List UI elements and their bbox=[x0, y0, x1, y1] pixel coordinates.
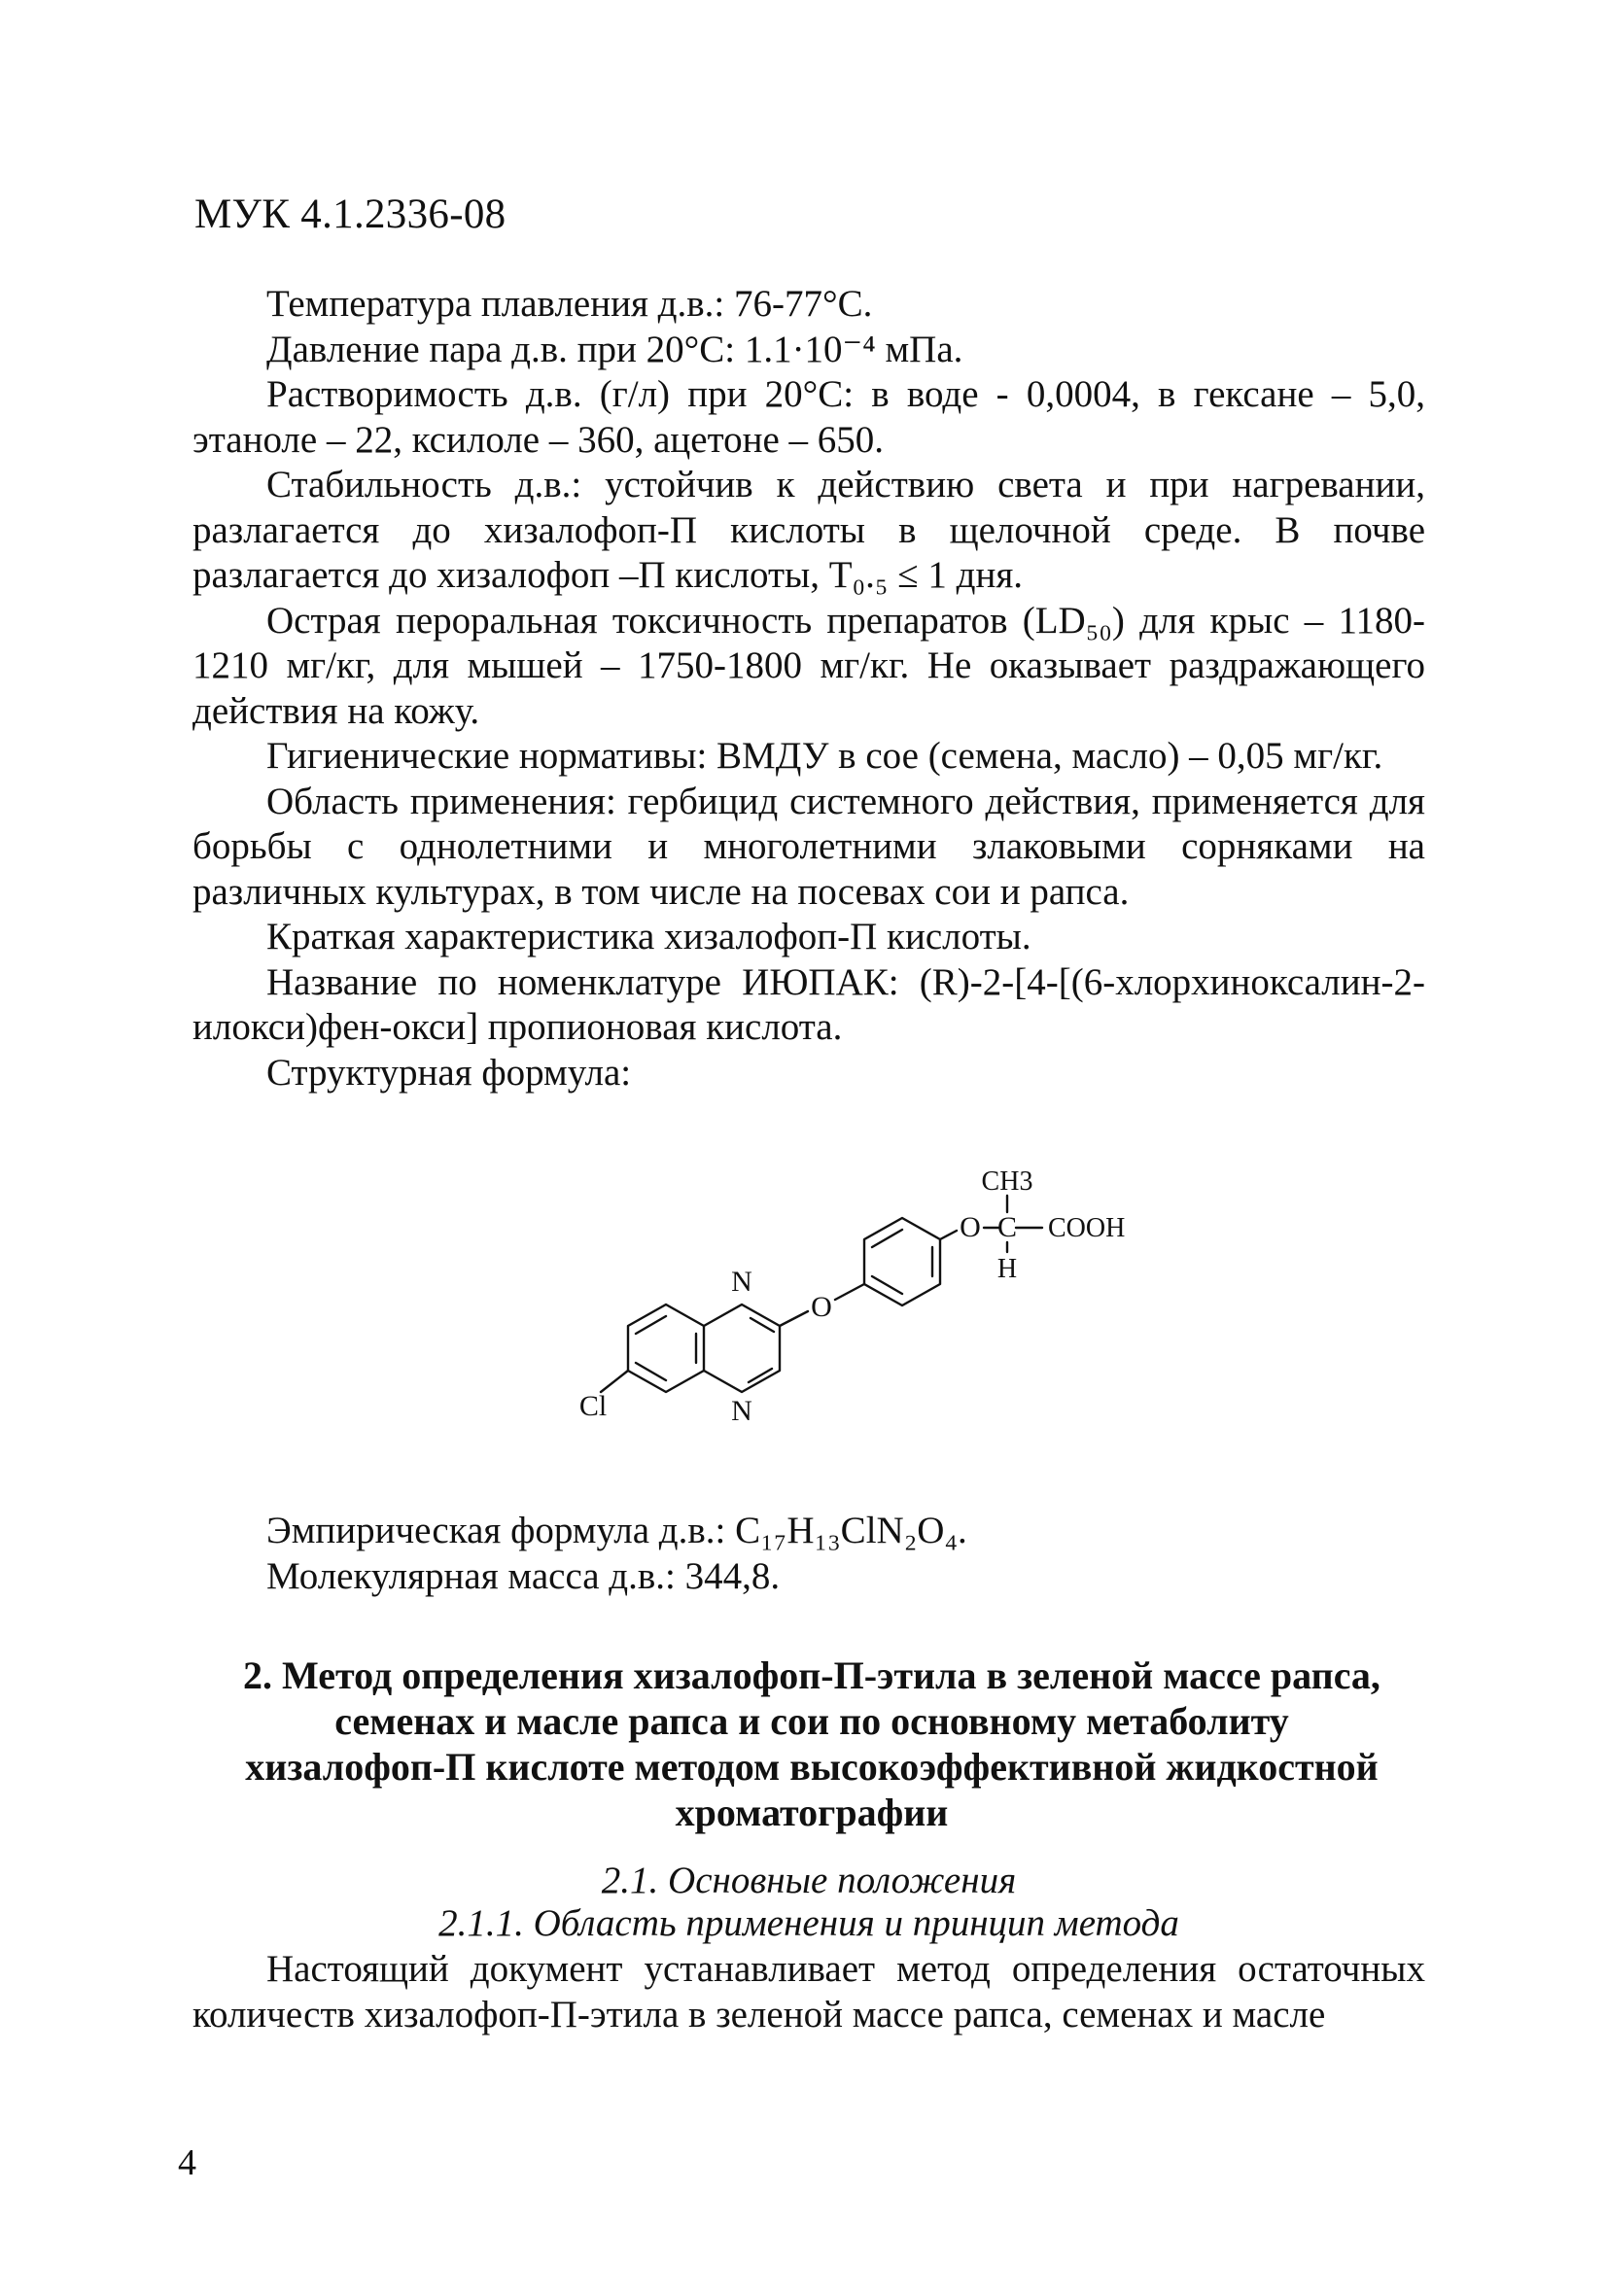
pyrazine-ring bbox=[704, 1305, 780, 1392]
substance-properties bbox=[192, 282, 1425, 1096]
atom-label-o-ring: O bbox=[811, 1291, 832, 1323]
solubility-paragraph: Растворимость д.в. (г/л) при 20°С: в воде - 0,0004, в гексане – 5,0, этаноле – 22, ксилоле – 360, ацетоне – 650. bbox=[192, 373, 1425, 461]
atom-label-n-bottom: N bbox=[731, 1395, 752, 1427]
structural-formula-label: Структурная формула: bbox=[266, 1051, 632, 1094]
application-area-paragraph: Область применения: гербицид системного действия, применяется для борьбы с однолетними и многолетними злаковыми сорняками на различных культурах, в том числе на посевах сои и рапса. bbox=[192, 780, 1425, 913]
atom-label-cl: Cl bbox=[578, 1390, 608, 1422]
structural-formula-diagram bbox=[525, 1168, 1186, 1479]
section-2-body bbox=[192, 1947, 1425, 2037]
ring-to-oxygen-bond bbox=[940, 1231, 957, 1239]
vapor-pressure-paragraph: Давление пара д.в. при 20°С: 1.1·10⁻⁴ мПа. bbox=[266, 328, 963, 370]
iupac-name-paragraph: Название по номенклатуре ИЮПАК: (R)-2-[4-[(6-хлорхиноксалин-2-илокси)фен-окси] пропионовая кислота. bbox=[192, 960, 1425, 1048]
formula-properties bbox=[192, 1509, 1425, 1599]
group-label-ch3: CH3 bbox=[981, 1166, 1033, 1197]
benzene-ring-right-double-bonds bbox=[872, 1230, 932, 1294]
document-code: МУК 4.1.2336-08 bbox=[194, 191, 507, 237]
subsection-2-1-heading: 2.1. Основные положения bbox=[601, 1860, 1017, 1901]
melting-point-paragraph: Температура плавления д.в.: 76-77°С. bbox=[266, 283, 873, 325]
hygiene-standards-paragraph: Гигиенические нормативы: ВМДУ в сое (семена, масло) – 0,05 мг/кг. bbox=[266, 735, 1383, 777]
atom-label-c: C bbox=[996, 1211, 1018, 1243]
page-number: 4 bbox=[178, 2142, 196, 2183]
benzene-ring-right bbox=[864, 1218, 940, 1305]
atom-label-n-top: N bbox=[731, 1266, 752, 1298]
chlorine-bond bbox=[601, 1371, 628, 1392]
empirical-formula: Эмпирическая формула д.в.: C₁₇H₁₃ClN₂O₄. bbox=[266, 1510, 967, 1551]
group-label-cooh: COOH bbox=[1048, 1213, 1126, 1243]
molecular-mass: Молекулярная масса д.в.: 344,8. bbox=[266, 1554, 781, 1597]
structural-formula-svg bbox=[525, 1168, 1186, 1479]
acid-characteristics-paragraph: Краткая характеристика хизалофоп-П кислоты. bbox=[266, 916, 1031, 957]
toxicity-paragraph: Острая пероральная токсичность препаратов (LD₅₀) для крыс – 1180-1210 мг/кг, для мышей – 1750-1800 мг/кг. Не оказывает раздражающего действия на кожу. bbox=[192, 599, 1425, 732]
benzene-ring-left-double-bonds bbox=[636, 1316, 696, 1380]
section-2-paragraph: Настоящий документ устанавливает метод определения остаточных количеств хизалофоп-П-этила в зеленой массе рапса, семенах и масле bbox=[192, 1948, 1425, 2035]
section-2-heading: 2. Метод определения хизалофоп-П-этила в зеленой массе рапса, семенах и масле рапса и сои по основному метаболиту хизалофоп-П кислоте методом высокоэффективной жидкостной хроматографии bbox=[243, 1653, 1380, 1834]
subsection-2-1-1-heading: 2.1.1. Область применения и принцип метода bbox=[438, 1902, 1179, 1944]
pyrazine-double-bonds bbox=[749, 1318, 774, 1382]
benzene-ring-left bbox=[628, 1305, 704, 1392]
stability-paragraph: Стабильность д.в.: устойчив к действию света и при нагревании, разлагается до хизалофоп-П кислоты в щелочной среде. В почве разлагается до хизалофоп –П кислоты, T₀.₅ ≤ 1 дня. bbox=[192, 464, 1425, 596]
atom-label-o-chain: O bbox=[960, 1211, 981, 1243]
atom-label-h: H bbox=[996, 1254, 1018, 1284]
